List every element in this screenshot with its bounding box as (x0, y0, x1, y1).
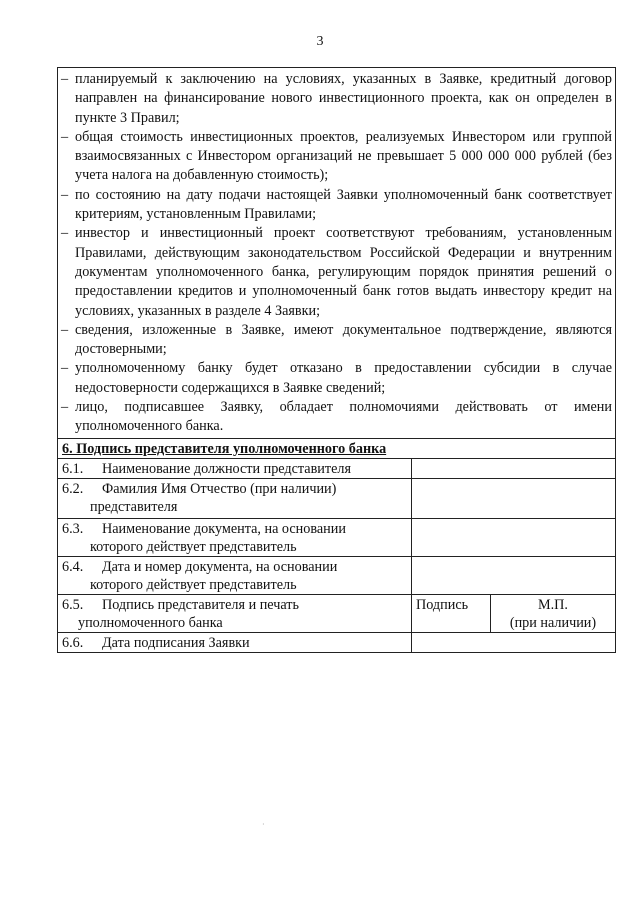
declaration-item: – планируемый к заключению на условиях, указанных в Заявке, кредитный договор направлен на финансирование нового инвестиционного проекта, как он определен в пункте 3 Правил; (61, 71, 612, 126)
position-field[interactable] (412, 458, 616, 478)
section-title: 6. Подпись представителя уполномоченного банка (58, 438, 615, 458)
full-name-field[interactable] (412, 478, 616, 518)
row-label: 6.1. Наименование должности представителя (58, 458, 412, 478)
signing-date-field[interactable] (412, 632, 616, 652)
declaration-item: – общая стоимость инвестиционных проектов, реализуемых Инвестором или группой взаимосвязанных с Инвестором организаций не превышает 5 000 000 000 рублей (без учета налога на добавленную стоимость); (61, 128, 612, 184)
signature-field[interactable]: Подпись (412, 594, 491, 632)
row-label: 6.3. Наименование документа, на основании которого действует представитель (58, 518, 412, 556)
document-date-number-field[interactable] (412, 556, 616, 594)
declaration-item: – по состоянию на дату подачи настоящей Заявки уполномоченный банк соответствует критериям, установленным Правилами; (61, 186, 612, 223)
stamp-field[interactable] (491, 594, 616, 632)
table-row (58, 594, 615, 632)
row-label: 6.2. Фамилия Имя Отчество (при наличии) представителя (58, 478, 412, 518)
stamp-note: (при наличии) (509, 614, 597, 631)
declaration-item: – лицо, подписавшее Заявку, обладает полномочиями действовать от имени уполномоченного банка. (61, 399, 612, 435)
authority-document-field[interactable] (412, 518, 616, 556)
table-row (58, 458, 615, 478)
scan-mark: · (262, 820, 265, 829)
declaration-item: – инвестор и инвестиционный проект соответствуют требованиям, установленным Правилами, действующим законодательством Российской Федерации и внутренним документам уполномоченного банка, регулирующим порядок принятия решений о предоставлении кредитов и уполномоченный банк готов выдать инвестору кредит на условиях, указанных в разделе 4 Заявки; (61, 225, 612, 319)
declaration-item: – уполномоченному банку будет отказано в предоставлении субсидии в случае недостоверности содержащихся в Заявке сведений; (61, 360, 612, 396)
declaration-item: – сведения, изложенные в Заявке, имеют документальное подтверждение, являются достоверными; (61, 321, 612, 358)
page-number: 3 (316, 34, 324, 49)
row-label: 6.5. Подпись представителя и печать уполномоченного банка (58, 594, 412, 632)
table-row (58, 478, 615, 518)
table-row (58, 632, 615, 652)
table-row (58, 518, 615, 556)
row-label: 6.4. Дата и номер документа, на основании которого действует представитель (58, 556, 412, 594)
row-label: 6.6. Дата подписания Заявки (58, 632, 412, 652)
signature-table (58, 438, 615, 652)
stamp-label: М.П. (538, 596, 568, 613)
section-header-row (58, 438, 615, 458)
application-form-box (57, 67, 616, 653)
table-row (58, 556, 615, 594)
declarations-list (58, 68, 615, 438)
